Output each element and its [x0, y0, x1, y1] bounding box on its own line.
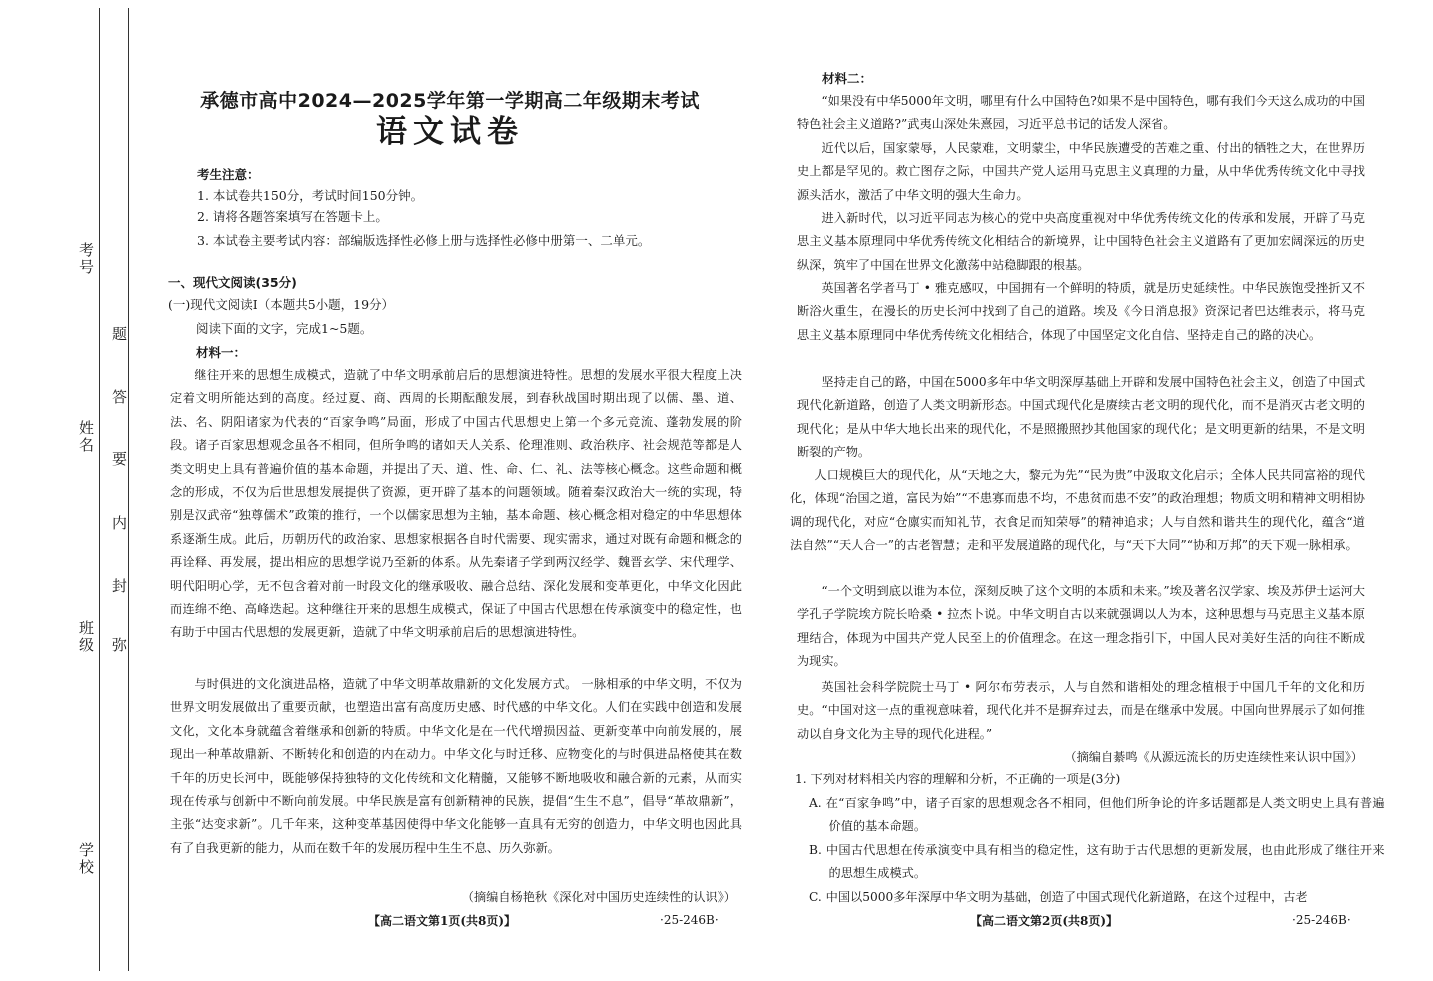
- question-1-option-b: B. 中国古代思想在传承演变中具有相当的稳定性，这有助于古代思想的更新发展，也由此形成了继往开来的思想生成模式。: [809, 843, 1385, 881]
- material2-paragraph: 英国著名学者马丁 • 雅克感叹，中国拥有一个鲜明的特质，就是历史延续性。中华民族饱受挫折又不断浴火重生，在漫长的历史长河中找到了自己的道路。埃及《今日消息报》资深记者巴达维表示，将马克思主义基本原理同中华优秀传统文化相结合，体现了中国坚定文化自信、坚持走自己的路的决心。: [797, 281, 1365, 342]
- page-footer-left: [368, 912, 516, 929]
- seal-char-2: 答: [110, 389, 128, 406]
- notice-item: 2. 请将各题答案填写在答题卡上。: [197, 209, 388, 224]
- material2-paragraph: 人口规模巨大的现代化，从“天地之大，黎元为先”“民为贵”中汲取文化启示；全体人民共同富裕的现代化，体现“治国之道，富民为始”“不患寡而患不均，不患贫而患不安”的政治理想；物质文明和精神文明相协调的现代化，对应“仓廪实而知礼节，衣食足而知荣辱”的精神追求；人与自然和谐共生的现代化，蕴含“道法自然”“天人合一”的古老智慧；走和平发展道路的现代化，与“天下大同”“协和万邦”的天下观一脉相承。: [790, 468, 1365, 553]
- name-label: 姓名: [77, 420, 95, 454]
- material2-paragraph: 英国社会科学院院士马丁 • 阿尔布劳表示，人与自然和谐相处的理念植根于中国几千年的文化和历史。“中国对这一点的重视意味着，现代化并不是摒弃过去，而是在继承中发展。中国向世界展示了如何推动以自身文化为主导的现代化进程。”: [797, 680, 1365, 741]
- binding-line-outer: [99, 8, 100, 971]
- seal-char-3: 要: [110, 451, 128, 468]
- material2-paragraph: 进入新时代，以习近平同志为核心的党中央高度重视对中华优秀传统文化的传承和发展，开辟了马克思主义基本原理同中华优秀传统文化相结合的新境界，让中国特色社会主义道路有了更加宏阔深远的历史纵深，筑牢了中国在世界文化激荡中站稳脚跟的根基。: [797, 211, 1365, 272]
- section-heading: 一、现代文阅读(35分): [168, 275, 297, 290]
- exam-subtitle: 语文试卷: [376, 114, 524, 150]
- notice-item: 3. 本试卷主要考试内容：部编版选择性必修上册与选择性必修中册第一、二单元。: [197, 233, 651, 248]
- question-1-option-a: A. 在“百家争鸣”中，诸子百家的思想观念各不相同，但他们所争论的许多话题都是人类文明史上具有普遍价值的基本命题。: [809, 796, 1385, 834]
- page-footer-right: [970, 912, 1118, 929]
- class-label: 班级: [77, 620, 95, 654]
- material2-paragraph: 坚持走自己的路，中国在5000多年中华文明深厚基础上开辟和发展中国特色社会主义，创造了中国式现代化新道路，创造了人类文明新形态。中国式现代化是赓续古老文明的现代化，而不是消灭古老文明的现代化；是从中华大地长出来的现代化，不是照搬照抄其他国家的现代化；是文明更新的结果，不是文明断裂的产物。: [797, 375, 1365, 460]
- page-number: 【高二语文第1页(共8页)】: [368, 914, 517, 928]
- material2-paragraph: 近代以后，国家蒙辱，人民蒙难，文明蒙尘，中华民族遭受的苦难之重、付出的牺牲之大，在世界历史上都是罕见的。救亡图存之际，中国共产党人运用马克思主义真理的力量，从中华优秀传统文化中寻找源头活水，激活了中华文明的强大生命力。: [797, 141, 1365, 202]
- reading-instruction: 阅读下面的文字，完成1~5题。: [196, 321, 373, 336]
- seal-char-5: 封: [110, 578, 128, 595]
- seal-char-1: 题: [110, 326, 128, 343]
- notice-item: 1. 本试卷共150分，考试时间150分钟。: [197, 188, 424, 203]
- school-label: 学校: [77, 842, 95, 876]
- notice-block: [197, 164, 737, 251]
- material1-label: 材料一：: [196, 345, 247, 360]
- notice-heading: 考生注意：: [197, 167, 260, 182]
- material2-paragraph: “如果没有中华5000年文明，哪里有什么中国特色?如果不是中国特色，哪有我们今天这么成功的中国特色社会主义道路?”武夷山深处朱熹园，习近平总书记的话发人深省。: [797, 94, 1365, 132]
- paper-code-right: ·25-246B·: [1292, 913, 1351, 927]
- material2-source: （摘编自綦鸣《从源远流长的历史连续性来认识中国》）: [1064, 750, 1363, 764]
- paper-code-left: ·25-246B·: [660, 913, 719, 927]
- binding-line-inner: [128, 8, 129, 971]
- subsection-heading: (一)现代文阅读I（本题共5小题，19分）: [168, 297, 395, 312]
- exam-no-label: 考号: [77, 242, 95, 276]
- material2-label: 材料二：: [822, 71, 873, 86]
- seal-char-4: 内: [110, 515, 128, 532]
- seal-char-6: 弥: [110, 637, 128, 654]
- page-number: 【高二语文第2页(共8页)】: [970, 914, 1119, 928]
- material1-source: （摘编自杨艳秋《深化对中国历史连续性的认识》）: [461, 890, 736, 904]
- material1-paragraph: 与时俱进的文化演进品格，造就了中华文明革故鼎新的文化发展方式。 一脉相承的中华文明，不仅为世界文明发展做出了重要贡献，也塑造出富有高度历史感、时代感的中华文化。人们在实践中创造和发展文化，文化本身就蕴含着继承和创新的特质。中华文化是在一代代增损因益、更新变革中向前发展的，展现出一种革故鼎新、不断转化和创造的内在动力。中华文化与时迁移、应物变化的与时俱进品格使其在数千年的历史长河中，既能够保持独特的文化传统和文化精髓，又能够不断地吸收和融合新的元素，从而实现在传承与创新中不断向前发展。中华民族是富有创新精神的民族，提倡“生生不息”，倡导“革故鼎新”，主张“达变求新”。几千年来，这种变革基因使得中华文化能够一直具有无穷的创造力，中华文明也因此具有了自我更新的能力，从而在数千年的发展历程中生生不息、历久弥新。: [170, 677, 742, 855]
- question-1-option-c: C. 中国以5000多年深厚中华文明为基础，创造了中国式现代化新道路，在这个过程中，古老: [809, 890, 1308, 904]
- exam-title: 承德市高中2024—2025学年第一学期高二年级期末考试: [200, 90, 700, 112]
- question-1: 1. 下列对材料相关内容的理解和分析，不正确的一项是(3分): [795, 772, 1121, 786]
- material1-paragraph: 继往开来的思想生成模式，造就了中华文明承前启后的思想演进特性。思想的发展水平很大程度上决定着文明所能达到的高度。经过夏、商、西周的长期酝酿发展，到春秋战国时期出现了以儒、墨、道、法、名、阴阳诸家为代表的“百家争鸣”局面，形成了中国古代思想史上第一个多元竞流、蓬勃发展的阶段。诸子百家思想观念虽各不相同，但所争鸣的诸如天人关系、伦理准则、政治秩序、社会规范等都是人类文明史上具有普遍价值的基本命题，并提出了天、道、性、命、仁、礼、法等核心概念。这些命题和概念的形成，不仅为后世思想发展提供了资源，更开辟了基本的问题领域。随着秦汉政治大一统的实现，特别是汉武帝“独尊儒术”政策的推行，一个以儒家思想为主轴，基本命题、核心概念相对稳定的中华思想体系逐渐生成。此后，历朝历代的政治家、思想家根据各自时代需要、现实需求，通过对既有命题和概念的再诠释、再发展，提出相应的思想学说乃至新的体系。从先秦诸子学到两汉经学、魏晋玄学、宋代理学、明代阳明心学，无不包含着对前一时段文化的继承吸收、融合总结、深化发展和变革更化，中华文化因此而连绵不绝、高峰迭起。这种继往开来的思想生成模式，保证了中国古代思想在传承演变中的稳定性，也有助于中国古代思想的发展更新，造就了中华文明承前启后的思想演进特性。: [170, 368, 742, 640]
- material2-paragraph: “一个文明到底以谁为本位，深刻反映了这个文明的本质和未来。”埃及著名汉学家、埃及苏伊士运河大学孔子学院埃方院长哈桑 • 拉杰卜说。中华文明自古以来就强调以人为本，这种思想与马克思主义基本原理结合，体现为中国共产党人民至上的价值理念。在这一理念指引下，中国人民对美好生活的向往不断成为现实。: [797, 584, 1365, 669]
